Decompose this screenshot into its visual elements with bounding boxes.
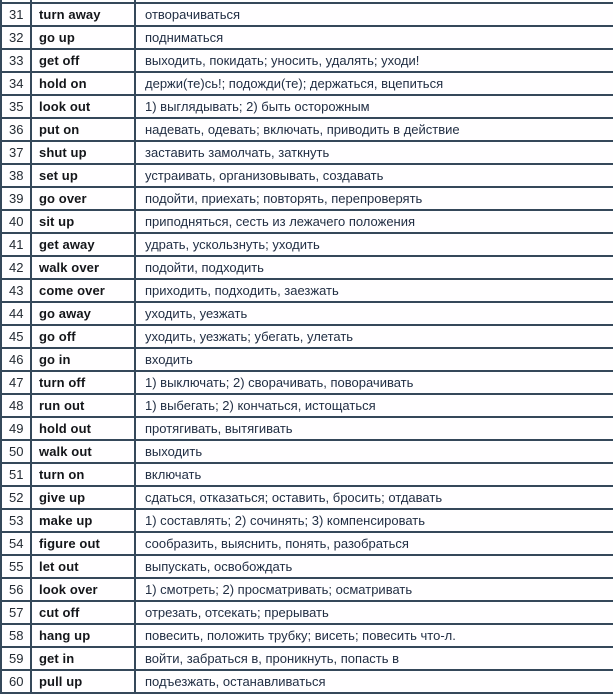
row-number: 34 bbox=[1, 72, 31, 95]
phrasal-verb: go in bbox=[31, 348, 135, 371]
row-number: 38 bbox=[1, 164, 31, 187]
translation-text: заставить замолчать, заткнуть bbox=[135, 141, 613, 164]
phrasal-verb: look over bbox=[31, 578, 135, 601]
row-number: 51 bbox=[1, 463, 31, 486]
translation-text: подойти, приехать; повторять, перепроверять bbox=[135, 187, 613, 210]
phrasal-verb: sit up bbox=[31, 210, 135, 233]
row-number: 31 bbox=[1, 3, 31, 26]
phrasal-verb: let out bbox=[31, 555, 135, 578]
table-row bbox=[1, 233, 613, 256]
table-row bbox=[1, 302, 613, 325]
phrasal-verb: hold on bbox=[31, 72, 135, 95]
row-number: 32 bbox=[1, 26, 31, 49]
phrasal-verb: get off bbox=[31, 49, 135, 72]
table-row bbox=[1, 647, 613, 670]
translation-text: подниматься bbox=[135, 26, 613, 49]
row-number: 46 bbox=[1, 348, 31, 371]
phrasal-verb: walk over bbox=[31, 256, 135, 279]
translation-text: 1) выглядывать; 2) быть осторожным bbox=[135, 95, 613, 118]
row-number: 43 bbox=[1, 279, 31, 302]
table-row bbox=[1, 509, 613, 532]
row-number: 53 bbox=[1, 509, 31, 532]
table-row bbox=[1, 279, 613, 302]
row-number: 47 bbox=[1, 371, 31, 394]
table-row bbox=[1, 141, 613, 164]
phrasal-verb: shut up bbox=[31, 141, 135, 164]
table-row bbox=[1, 440, 613, 463]
row-number: 40 bbox=[1, 210, 31, 233]
row-number: 52 bbox=[1, 486, 31, 509]
translation-text: приходить, подходить, заезжать bbox=[135, 279, 613, 302]
phrasal-verb: run out bbox=[31, 394, 135, 417]
table-row bbox=[1, 72, 613, 95]
table-row bbox=[1, 555, 613, 578]
phrasal-verb: give up bbox=[31, 486, 135, 509]
table-row bbox=[1, 118, 613, 141]
row-number: 48 bbox=[1, 394, 31, 417]
row-number: 41 bbox=[1, 233, 31, 256]
phrasal-verb: make up bbox=[31, 509, 135, 532]
row-number: 58 bbox=[1, 624, 31, 647]
translation-text: выходить, покидать; уносить, удалять; уходи! bbox=[135, 49, 613, 72]
table-row bbox=[1, 624, 613, 647]
translation-text: 1) выбегать; 2) кончаться, истощаться bbox=[135, 394, 613, 417]
row-number: 59 bbox=[1, 647, 31, 670]
table-row bbox=[1, 670, 613, 693]
row-number: 44 bbox=[1, 302, 31, 325]
translation-text: выходить bbox=[135, 440, 613, 463]
translation-text: подъезжать, останавливаться bbox=[135, 670, 613, 693]
phrasal-verb: look out bbox=[31, 95, 135, 118]
translation-text: уходить, уезжать; убегать, улетать bbox=[135, 325, 613, 348]
table-row bbox=[1, 26, 613, 49]
row-number: 33 bbox=[1, 49, 31, 72]
table-row bbox=[1, 3, 613, 26]
translation-text: 1) смотреть; 2) просматривать; осматривать bbox=[135, 578, 613, 601]
row-number: 35 bbox=[1, 95, 31, 118]
translation-text: устраивать, организовывать, создавать bbox=[135, 164, 613, 187]
phrasal-verb: go off bbox=[31, 325, 135, 348]
translation-text: держи(те)сь!; подожди(те); держаться, вцепиться bbox=[135, 72, 613, 95]
row-number: 49 bbox=[1, 417, 31, 440]
phrasal-verb: go away bbox=[31, 302, 135, 325]
row-number: 36 bbox=[1, 118, 31, 141]
phrasal-verb: go up bbox=[31, 26, 135, 49]
phrasal-verb: come over bbox=[31, 279, 135, 302]
phrasal-verb: put on bbox=[31, 118, 135, 141]
table-row bbox=[1, 463, 613, 486]
table-body bbox=[1, 0, 613, 694]
phrasal-verb: turn off bbox=[31, 371, 135, 394]
translation-text: входить bbox=[135, 348, 613, 371]
translation-text: протягивать, вытягивать bbox=[135, 417, 613, 440]
table-row bbox=[1, 578, 613, 601]
row-number: 60 bbox=[1, 670, 31, 693]
phrasal-verb: cut off bbox=[31, 601, 135, 624]
translation-text: войти, забраться в, проникнуть, попасть в bbox=[135, 647, 613, 670]
row-number: 57 bbox=[1, 601, 31, 624]
table-row bbox=[1, 371, 613, 394]
table-row bbox=[1, 601, 613, 624]
row-number: 45 bbox=[1, 325, 31, 348]
table-row bbox=[1, 95, 613, 118]
phrasal-verb: turn on bbox=[31, 463, 135, 486]
row-number: 37 bbox=[1, 141, 31, 164]
phrasal-verb: go over bbox=[31, 187, 135, 210]
translation-text: 1) выключать; 2) сворачивать, поворачивать bbox=[135, 371, 613, 394]
row-number: 42 bbox=[1, 256, 31, 279]
translation-text: приподняться, сесть из лежачего положения bbox=[135, 210, 613, 233]
phrasal-verb: hold out bbox=[31, 417, 135, 440]
table-row bbox=[1, 394, 613, 417]
table-row bbox=[1, 486, 613, 509]
row-number: 56 bbox=[1, 578, 31, 601]
phrasal-verb: hang up bbox=[31, 624, 135, 647]
phrasal-verb: walk out bbox=[31, 440, 135, 463]
table-row bbox=[1, 348, 613, 371]
translation-text: отворачиваться bbox=[135, 3, 613, 26]
table-row bbox=[1, 187, 613, 210]
translation-text: повесить, положить трубку; висеть; повесить что-л. bbox=[135, 624, 613, 647]
row-number: 55 bbox=[1, 555, 31, 578]
translation-text: отрезать, отсекать; прерывать bbox=[135, 601, 613, 624]
translation-text: сообразить, выяснить, понять, разобраться bbox=[135, 532, 613, 555]
translation-text: подойти, подходить bbox=[135, 256, 613, 279]
translation-text: уходить, уезжать bbox=[135, 302, 613, 325]
table-row bbox=[1, 325, 613, 348]
phrasal-verb: pull up bbox=[31, 670, 135, 693]
phrasal-verb: turn away bbox=[31, 3, 135, 26]
row-number: 39 bbox=[1, 187, 31, 210]
table-row bbox=[1, 256, 613, 279]
phrasal-verb: set up bbox=[31, 164, 135, 187]
translation-text: сдаться, отказаться; оставить, бросить; отдавать bbox=[135, 486, 613, 509]
row-number: 50 bbox=[1, 440, 31, 463]
phrasal-verb: get in bbox=[31, 647, 135, 670]
table-row bbox=[1, 210, 613, 233]
table-row bbox=[1, 417, 613, 440]
row-number: 54 bbox=[1, 532, 31, 555]
phrasal-verb: get away bbox=[31, 233, 135, 256]
translation-text: выпускать, освобождать bbox=[135, 555, 613, 578]
table-row bbox=[1, 49, 613, 72]
table-row bbox=[1, 164, 613, 187]
translation-text: надевать, одевать; включать, приводить в действие bbox=[135, 118, 613, 141]
table-row bbox=[1, 532, 613, 555]
translation-text: удрать, ускользнуть; уходить bbox=[135, 233, 613, 256]
phrasal-verb: figure out bbox=[31, 532, 135, 555]
translation-text: 1) составлять; 2) сочинять; 3) компенсировать bbox=[135, 509, 613, 532]
translation-text: включать bbox=[135, 463, 613, 486]
